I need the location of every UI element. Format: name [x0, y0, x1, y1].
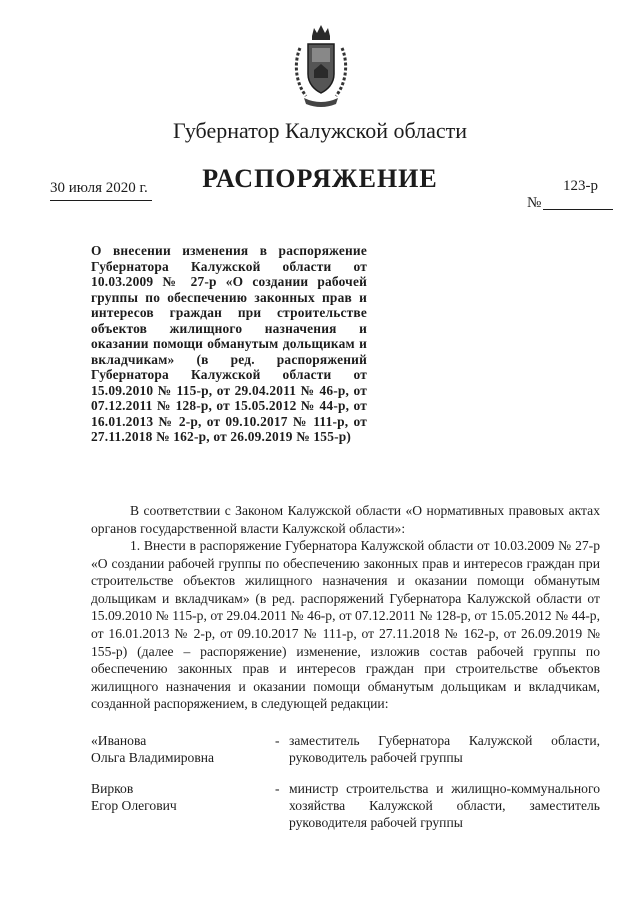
member-name: «Иванова Ольга Владимировна: [91, 733, 215, 766]
member-name: Вирков Егор Олегович: [91, 781, 177, 814]
member-role: министр строительства и жилищно-коммунального хозяйства Калужской области, заместитель руководителя рабочей группы: [289, 781, 600, 831]
body-item-1-paragraph: 1. Внести в распоряжение Губернатора Калужской области от 10.03.2009 № 27-р «О создании рабочей группы по обеспечению законных прав и интересов граждан при строительстве объектов жилищного назначения и оказании помощи обманутым дольщикам и вкладчикам» (в ред. распоряжений Губернатора Калужской области от 15.09.2010 № 115-р, от 29.04.2011 № 46-р, от 07.12.2011 № 128-р, от 15.05.2012 № 44-р, от 16.01.2013 № 2-р, от 09.10.2017 № 111-р, от 27.11.2018 № 162-р, от 26.09.2019 № 155-р) (далее – распоряжение) изменение, изложив состав рабочей группы по обеспечению законных прав и интересов граждан при строительстве объектов жилищного назначения и оказании помощи обманутым дольщикам и вкладчикам, созданной распоряжением, в следующей редакции:: [91, 538, 600, 712]
document-type-title: РАСПОРЯЖЕНИЕ: [202, 164, 438, 193]
document-subject: О внесении изменения в распоряжение Губернатора Калужской области от 10.03.2009 № 27-р «О создании рабочей группы по обеспечению законных прав и интересов граждан при строительстве объектов жилищного назначения и оказании помощи обманутым дольщикам и вкладчикам» (в ред. распоряжений Губернатора Калужской области от 15.09.2010 № 115-р, от 29.04.2011 № 46-р, от 07.12.2011 № 128-р, от 15.05.2012 № 44-р, от 16.01.2013 № 2-р, от 09.10.2017 № 111-р, от 27.11.2018 № 162-р, от 26.09.2019 № 155-р): [91, 243, 367, 444]
document-date: 30 июля 2020 г.: [50, 180, 152, 201]
number-underline: [543, 209, 613, 210]
number-label: №: [527, 195, 542, 211]
member-dash: -: [275, 733, 280, 748]
member-dash: -: [275, 781, 280, 796]
member-role: заместитель Губернатора Калужской области, руководитель рабочей группы: [289, 733, 600, 766]
body-intro-paragraph: В соответствии с Законом Калужской области «О нормативных правовых актах органов государственной власти Калужской области»:: [91, 503, 600, 536]
coat-of-arms-icon: [292, 22, 350, 110]
issuer-title: Губернатор Калужской области: [172, 118, 468, 143]
document-number: 123-р: [563, 178, 598, 194]
